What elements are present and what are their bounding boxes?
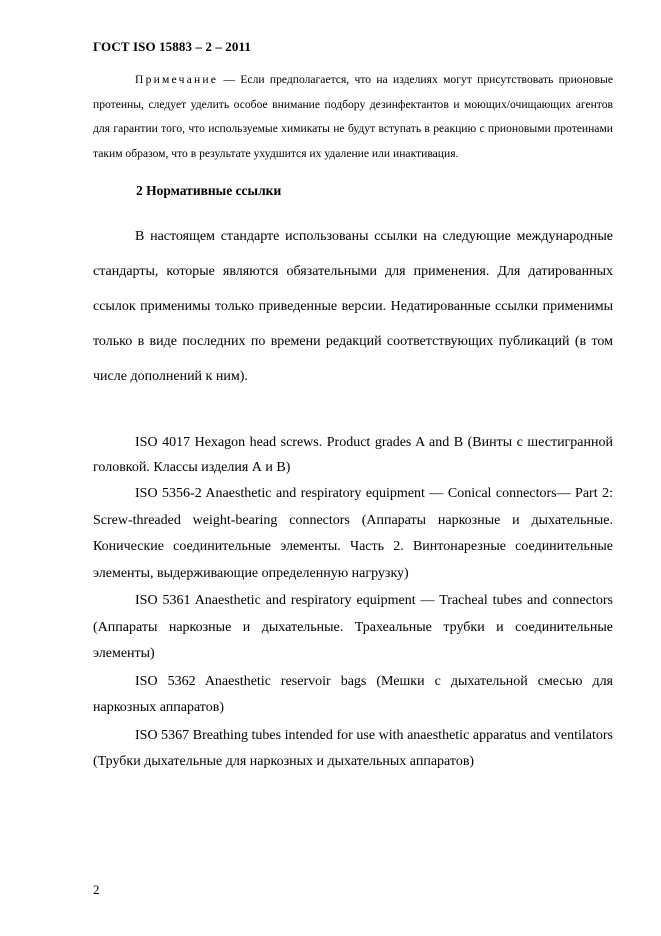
references-list xyxy=(93,430,613,777)
section-intro-paragraph: В настоящем стандарте использованы ссылки на следующие международные стандарты, которые являются обязательными для применения. Для датированных ссылок применимы только приведенные версии. Недатированные ссылки применимы только в виде последних по времени редакций соответствующих публикаций (в том числе дополнений к ним). xyxy=(93,229,613,384)
reference-item-iso-5356-2: ISO 5356-2 Anaesthetic and respiratory equipment — Conical connectors— Part 2: Screw-threaded weight-bearing connectors (Аппараты наркозные и дыхательные. Конические соединительные элементы. Часть 2. Винтонарезные соединительные элементы, выдерживающие определенную нагрузку) xyxy=(93,486,613,581)
note-paragraph xyxy=(93,68,613,166)
reference-item-iso-5361: ISO 5361 Anaesthetic and respiratory equipment — Tracheal tubes and connectors (Аппараты наркозные и дыхательные. Трахеальные трубки и соединительные элементы) xyxy=(93,593,613,661)
note-label: Примечание xyxy=(135,73,219,86)
reference-item-iso-5367: ISO 5367 Breathing tubes intended for use with anaesthetic apparatus and ventilators (Трубки дыхательные для наркозных и дыхательных аппаратов) xyxy=(93,727,613,769)
note-text: Если предполагается, что на изделиях могут присутствовать прионовые протеины, следует уделить особое внимание подбору дезинфектантов и моющих/очищающих агентов для гарантии того, что используемые химикаты не будут вступать в реакцию с прионовыми протеинами таким образом, что в результате ухудшится их удаление или инактивация. xyxy=(93,73,613,160)
page-header-standard-id: ГОСТ ISO 15883 – 2 – 2011 xyxy=(93,39,251,54)
section-heading: 2 Нормативные ссылки xyxy=(136,183,282,198)
page-number: 2 xyxy=(93,882,100,897)
reference-item-iso-5362: ISO 5362 Anaesthetic reservoir bags (Мешки с дыхательной смесью для наркозных аппаратов) xyxy=(93,673,613,715)
note-dash: — xyxy=(218,73,241,86)
reference-item-iso-4017: ISO 4017 Hexagon head screws. Product grades A and B (Винты с шестигранной головкой. Классы изделия А и В) xyxy=(93,435,613,475)
